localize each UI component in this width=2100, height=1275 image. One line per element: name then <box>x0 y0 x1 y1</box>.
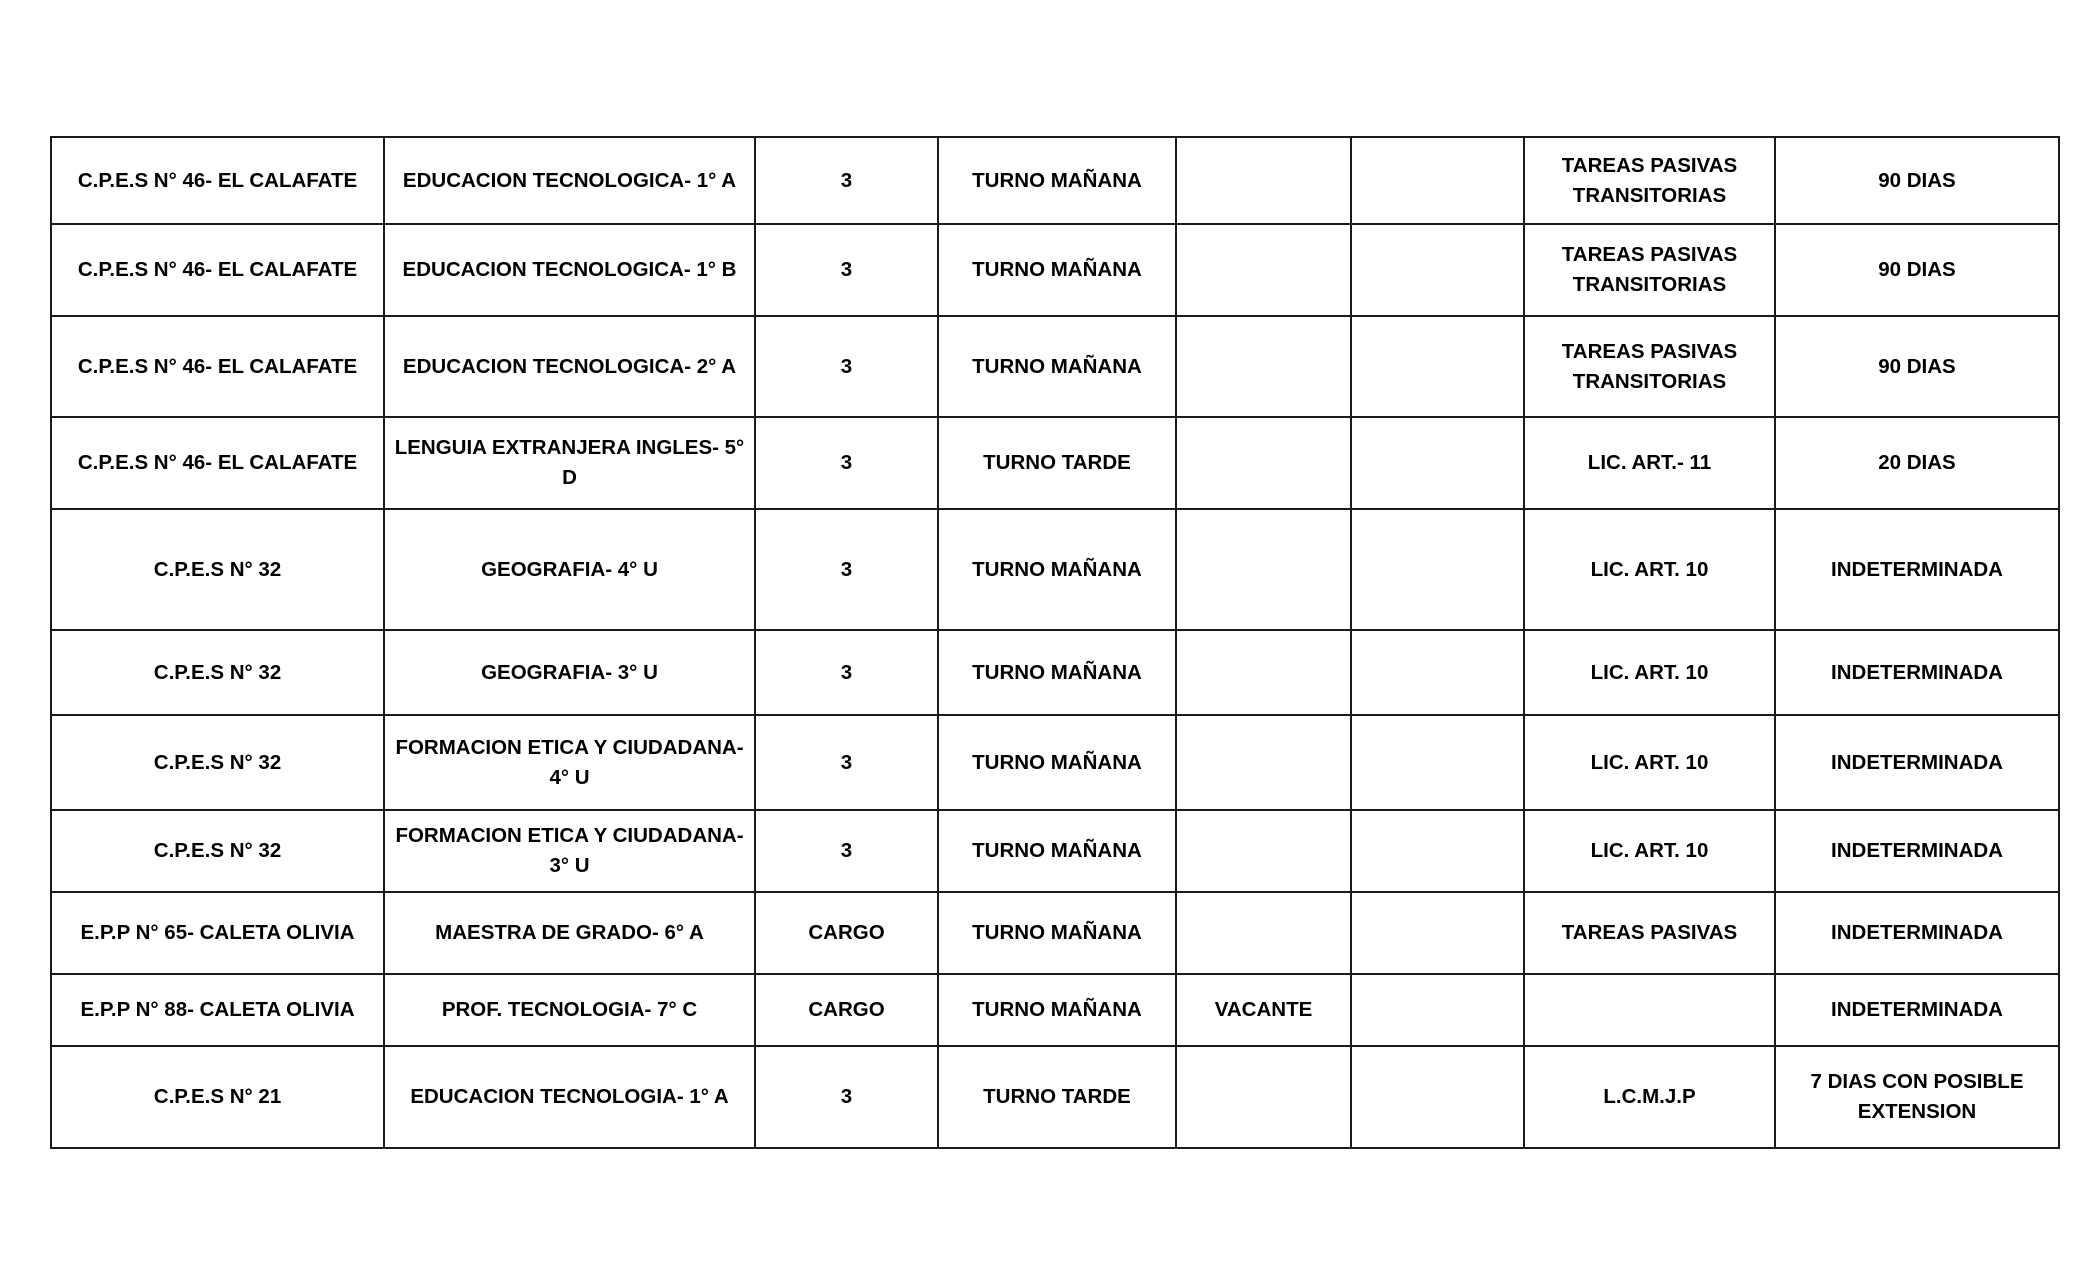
cell-hours: 3 <box>755 810 938 892</box>
cell-hours: 3 <box>755 509 938 630</box>
table-body <box>51 137 2059 1148</box>
cell-shift: TURNO MAÑANA <box>938 974 1176 1046</box>
cell-shift: TURNO MAÑANA <box>938 137 1176 224</box>
cell-extra <box>1351 417 1524 509</box>
cell-duration: INDETERMINADA <box>1775 892 2059 974</box>
cell-school: C.P.E.S N° 21 <box>51 1046 384 1148</box>
cell-duration: INDETERMINADA <box>1775 974 2059 1046</box>
cell-hours: CARGO <box>755 892 938 974</box>
cell-duration: INDETERMINADA <box>1775 715 2059 810</box>
cell-extra <box>1351 974 1524 1046</box>
cell-hours: 3 <box>755 224 938 316</box>
cell-school: E.P.P N° 88- CALETA OLIVIA <box>51 974 384 1046</box>
table-row <box>51 892 2059 974</box>
cell-status: VACANTE <box>1176 974 1351 1046</box>
cell-shift: TURNO MAÑANA <box>938 316 1176 417</box>
cell-subject: PROF. TECNOLOGIA- 7° C <box>384 974 755 1046</box>
cell-school: C.P.E.S N° 32 <box>51 509 384 630</box>
cell-reason: LIC. ART.- 11 <box>1524 417 1775 509</box>
cell-extra <box>1351 316 1524 417</box>
cell-hours: 3 <box>755 316 938 417</box>
table-row <box>51 137 2059 224</box>
cell-subject: LENGUIA EXTRANJERA INGLES- 5° D <box>384 417 755 509</box>
cell-reason: LIC. ART. 10 <box>1524 509 1775 630</box>
cell-status <box>1176 1046 1351 1148</box>
cell-school: C.P.E.S N° 46- EL CALAFATE <box>51 137 384 224</box>
cell-status <box>1176 630 1351 715</box>
table-row <box>51 974 2059 1046</box>
cell-school: C.P.E.S N° 46- EL CALAFATE <box>51 417 384 509</box>
table-row <box>51 224 2059 316</box>
cell-shift: TURNO MAÑANA <box>938 715 1176 810</box>
cell-duration: 90 DIAS <box>1775 224 2059 316</box>
cell-reason: LIC. ART. 10 <box>1524 630 1775 715</box>
cell-shift: TURNO TARDE <box>938 417 1176 509</box>
cell-subject: FORMACION ETICA Y CIUDADANA- 4° U <box>384 715 755 810</box>
cell-school: E.P.P N° 65- CALETA OLIVIA <box>51 892 384 974</box>
cell-reason: TAREAS PASIVAS TRANSITORIAS <box>1524 137 1775 224</box>
cell-shift: TURNO MAÑANA <box>938 509 1176 630</box>
cell-extra <box>1351 630 1524 715</box>
cell-school: C.P.E.S N° 46- EL CALAFATE <box>51 316 384 417</box>
cell-subject: EDUCACION TECNOLOGICA- 1° B <box>384 224 755 316</box>
cell-shift: TURNO MAÑANA <box>938 892 1176 974</box>
cell-subject: EDUCACION TECNOLOGIA- 1° A <box>384 1046 755 1148</box>
cell-duration: INDETERMINADA <box>1775 810 2059 892</box>
cell-reason <box>1524 974 1775 1046</box>
cell-duration: 90 DIAS <box>1775 316 2059 417</box>
table-row <box>51 1046 2059 1148</box>
cell-status <box>1176 810 1351 892</box>
cell-status <box>1176 316 1351 417</box>
cell-hours: 3 <box>755 137 938 224</box>
cell-hours: 3 <box>755 630 938 715</box>
cell-extra <box>1351 137 1524 224</box>
cell-shift: TURNO MAÑANA <box>938 630 1176 715</box>
table-row <box>51 316 2059 417</box>
cell-subject: EDUCACION TECNOLOGICA- 2° A <box>384 316 755 417</box>
cell-school: C.P.E.S N° 32 <box>51 715 384 810</box>
cell-extra <box>1351 224 1524 316</box>
cell-status <box>1176 224 1351 316</box>
cell-extra <box>1351 892 1524 974</box>
cell-hours: CARGO <box>755 974 938 1046</box>
cell-hours: 3 <box>755 417 938 509</box>
cell-school: C.P.E.S N° 46- EL CALAFATE <box>51 224 384 316</box>
cell-duration: 7 DIAS CON POSIBLE EXTENSION <box>1775 1046 2059 1148</box>
table-row <box>51 630 2059 715</box>
cell-extra <box>1351 509 1524 630</box>
cell-duration: INDETERMINADA <box>1775 509 2059 630</box>
cell-reason: L.C.M.J.P <box>1524 1046 1775 1148</box>
cell-hours: 3 <box>755 1046 938 1148</box>
cell-extra <box>1351 810 1524 892</box>
cell-extra <box>1351 715 1524 810</box>
cell-reason: LIC. ART. 10 <box>1524 715 1775 810</box>
cell-status <box>1176 417 1351 509</box>
cell-reason: TAREAS PASIVAS TRANSITORIAS <box>1524 224 1775 316</box>
table-row <box>51 417 2059 509</box>
cell-extra <box>1351 1046 1524 1148</box>
cell-status <box>1176 892 1351 974</box>
cell-reason: TAREAS PASIVAS TRANSITORIAS <box>1524 316 1775 417</box>
cell-school: C.P.E.S N° 32 <box>51 630 384 715</box>
cell-subject: MAESTRA DE GRADO- 6° A <box>384 892 755 974</box>
cell-subject: GEOGRAFIA- 3° U <box>384 630 755 715</box>
table-row <box>51 810 2059 892</box>
cell-hours: 3 <box>755 715 938 810</box>
table-row <box>51 715 2059 810</box>
cell-shift: TURNO MAÑANA <box>938 224 1176 316</box>
cell-duration: INDETERMINADA <box>1775 630 2059 715</box>
cell-school: C.P.E.S N° 32 <box>51 810 384 892</box>
vacancy-table <box>50 136 2060 1149</box>
cell-subject: EDUCACION TECNOLOGICA- 1° A <box>384 137 755 224</box>
cell-shift: TURNO TARDE <box>938 1046 1176 1148</box>
cell-status <box>1176 137 1351 224</box>
cell-duration: 90 DIAS <box>1775 137 2059 224</box>
cell-reason: TAREAS PASIVAS <box>1524 892 1775 974</box>
cell-status <box>1176 509 1351 630</box>
table-row <box>51 509 2059 630</box>
cell-duration: 20 DIAS <box>1775 417 2059 509</box>
cell-shift: TURNO MAÑANA <box>938 810 1176 892</box>
cell-status <box>1176 715 1351 810</box>
cell-reason: LIC. ART. 10 <box>1524 810 1775 892</box>
cell-subject: FORMACION ETICA Y CIUDADANA- 3° U <box>384 810 755 892</box>
cell-subject: GEOGRAFIA- 4° U <box>384 509 755 630</box>
